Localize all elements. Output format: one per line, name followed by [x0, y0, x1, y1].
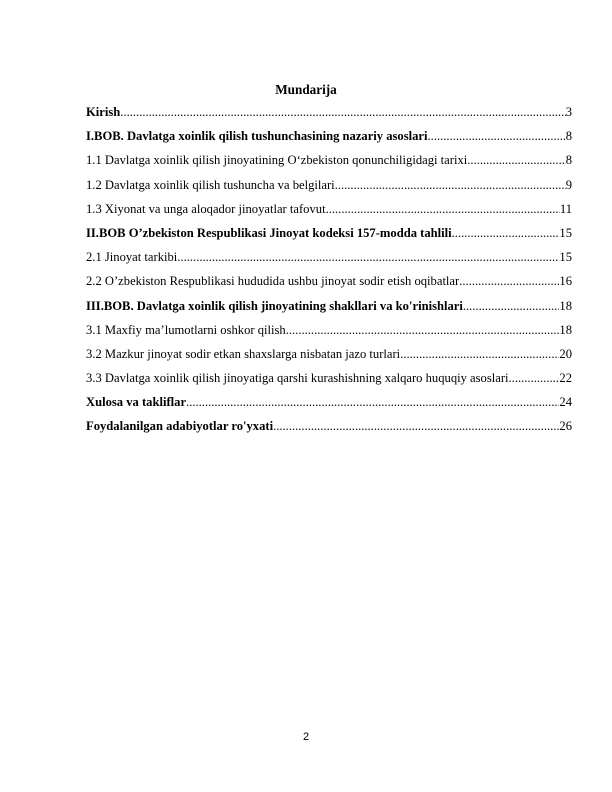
- dot-leader: [273, 419, 559, 434]
- toc-entry-label: II.BOB O’zbekiston Respublikasi Jinoyat kodeksi 157-modda tahlili: [86, 225, 452, 240]
- toc-entry-chapter-1[interactable]: [86, 129, 572, 153]
- toc-entry-1-3[interactable]: [86, 202, 572, 226]
- toc-entry-page: 15: [559, 225, 572, 240]
- toc-entry-chapter-2[interactable]: [86, 226, 572, 250]
- toc-entry-page: 9: [565, 177, 572, 192]
- page-number: 2: [302, 731, 310, 743]
- dot-leader: [177, 250, 559, 265]
- toc-entry-label: 1.3 Xiyonat va unga aloqador jinoyatlar tafovut: [86, 201, 326, 216]
- toc-entry-label: 1.2 Davlatga xoinlik qilish tushuncha va belgilari: [86, 177, 335, 192]
- toc-entry-label: Kirish: [86, 105, 121, 119]
- toc-entry-label: 3.3 Davlatga xoinlik qilish jinoyatiga qarshi kurashishning xalqaro huquqiy asoslari: [86, 371, 509, 386]
- toc-entry-label: Xulosa va takliflar: [86, 395, 187, 410]
- dot-leader: [459, 274, 559, 289]
- toc-entry-page: 11: [559, 201, 572, 216]
- dot-leader: [186, 395, 559, 410]
- dot-leader: [509, 371, 560, 386]
- toc-entry-page: 8: [565, 153, 572, 168]
- toc-entry-kirish[interactable]: [86, 105, 572, 129]
- toc-entry-label: Foydalanilgan adabiyotlar ro'yxati: [86, 419, 274, 434]
- toc-entry-label: 3.2 Mazkur jinoyat sodir etkan shaxslarga nisbatan jazo turlari: [86, 346, 401, 361]
- toc-entry-page: 20: [559, 346, 572, 361]
- toc-entry-adabiyotlar[interactable]: [86, 419, 572, 443]
- toc-entry-page: 22: [559, 371, 572, 386]
- toc-entry-page: 8: [565, 129, 572, 144]
- toc-entry-2-1[interactable]: [86, 250, 572, 274]
- dot-leader: [400, 347, 559, 362]
- toc-entry-1-1[interactable]: [86, 153, 572, 177]
- toc-entry-label: III.BOB. Davlatga xoinlik qilish jinoyatining shakllari va ko'rinishlari: [86, 298, 463, 313]
- toc-entry-page: 18: [559, 322, 572, 337]
- dot-leader: [120, 105, 565, 120]
- toc-entry-label: 2.1 Jinoyat tarkibi: [86, 250, 178, 265]
- toc-entry-3-3[interactable]: [86, 371, 572, 395]
- dot-leader: [463, 299, 560, 314]
- toc-entry-page: 24: [559, 395, 572, 410]
- toc-entry-label: 1.1 Davlatga xoinlik qilish jinoyatining O‘zbekiston qonunchiligidagi tarixi: [86, 153, 468, 168]
- dot-leader: [335, 178, 566, 193]
- toc-entry-label: I.BOB. Davlatga xoinlik qilish tushunchasining nazariy asoslari: [86, 129, 428, 144]
- dot-leader: [428, 129, 566, 144]
- toc-entry-label: 3.1 Maxfiy ma’lumotlarni oshkor qilish: [86, 322, 286, 337]
- dot-leader: [452, 226, 560, 241]
- dot-leader: [467, 153, 565, 168]
- toc-entry-chapter-3[interactable]: [86, 299, 572, 323]
- table-of-contents: [86, 105, 572, 444]
- toc-entry-page: 15: [559, 250, 572, 265]
- dot-leader: [326, 202, 560, 217]
- toc-entry-label: 2.2 O’zbekiston Respublikasi hududida ushbu jinoyat sodir etish oqibatlar: [86, 274, 460, 289]
- page-title: Mundarija: [275, 82, 337, 97]
- dot-leader: [286, 323, 560, 338]
- toc-entry-3-1[interactable]: [86, 323, 572, 347]
- toc-entry-page: 3: [565, 105, 572, 119]
- toc-entry-page: 18: [559, 298, 572, 313]
- toc-entry-page: 26: [559, 419, 572, 434]
- toc-entry-xulosa[interactable]: [86, 395, 572, 419]
- toc-entry-2-2[interactable]: [86, 274, 572, 298]
- toc-entry-1-2[interactable]: [86, 178, 572, 202]
- toc-entry-3-2[interactable]: [86, 347, 572, 371]
- toc-entry-page: 16: [559, 274, 572, 289]
